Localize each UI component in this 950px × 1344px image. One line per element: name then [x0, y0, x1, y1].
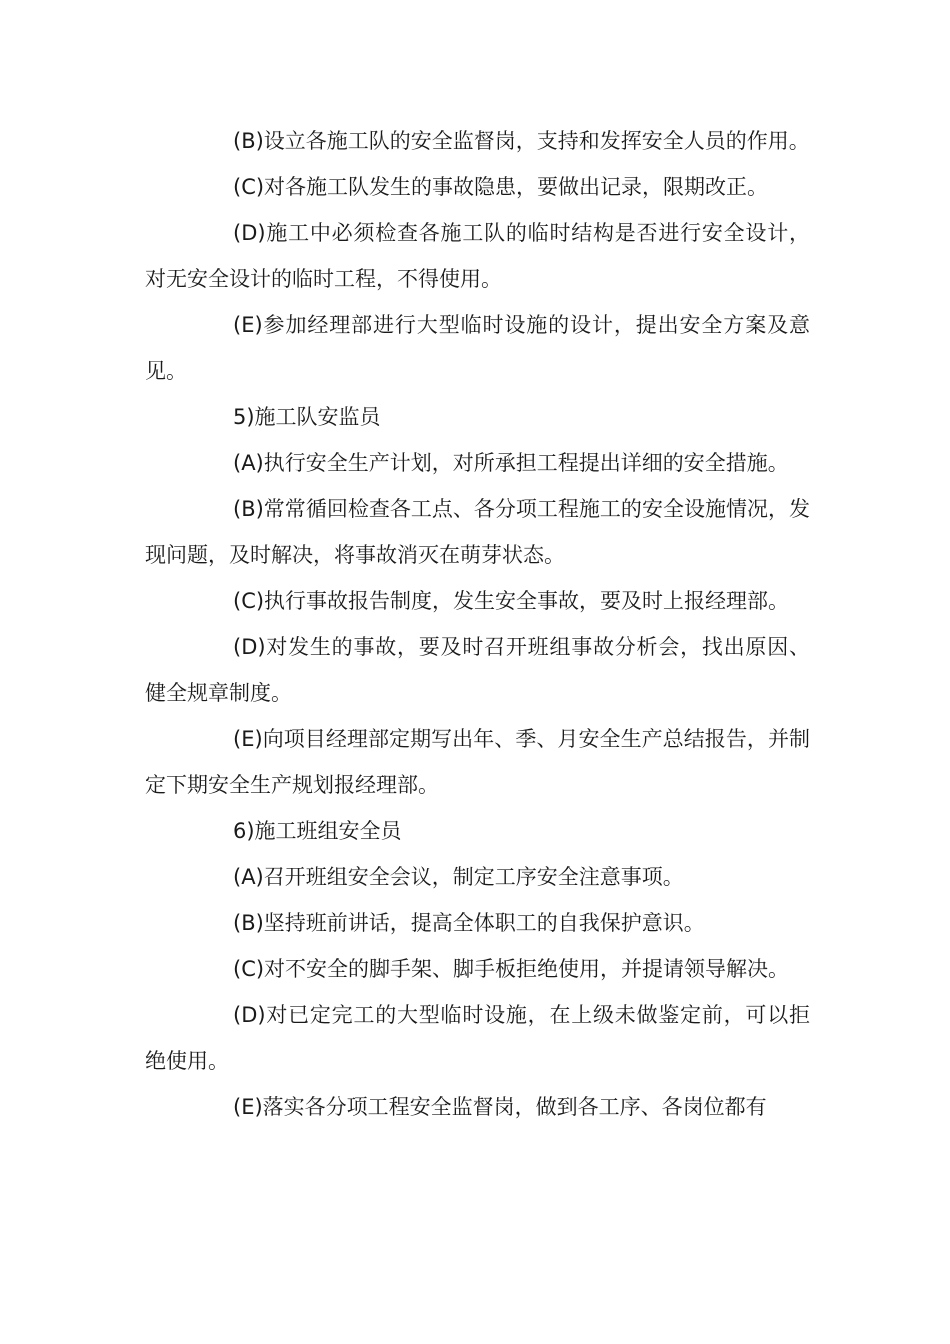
paragraph-6e: (E)落实各分项工程安全监督岗，做到各工序、各岗位都有 [233, 1095, 767, 1119]
section-heading-5: 5)施工队安监员 [233, 405, 381, 429]
paragraph-6d: (D)对已定完工的大型临时设施，在上级未做鉴定前，可以拒绝使用。 [145, 1003, 810, 1073]
paragraph-6c: (C)对不安全的脚手架、脚手板拒绝使用，并提请领导解决。 [233, 957, 790, 981]
section-heading-6: 6)施工班组安全员 [233, 819, 402, 843]
paragraph-6a: (A)召开班组安全会议，制定工序安全注意事项。 [233, 865, 684, 889]
paragraph-5a: (A)执行安全生产计划，对所承担工程提出详细的安全措施。 [233, 451, 789, 475]
paragraph-6b: (B)坚持班前讲话，提高全体职工的自我保护意识。 [233, 911, 705, 935]
paragraph-5c: (C)执行事故报告制度，发生安全事故，要及时上报经理部。 [233, 589, 790, 613]
paragraph-4e: (E)参加经理部进行大型临时设施的设计，提出安全方案及意见。 [145, 313, 810, 383]
paragraph-4c: (C)对各施工队发生的事故隐患，要做出记录，限期改正。 [233, 175, 769, 199]
paragraph-5d: (D)对发生的事故，要及时召开班组事故分析会，找出原因、健全规章制度。 [145, 635, 810, 705]
paragraph-4b: (B)设立各施工队的安全监督岗，支持和发挥安全人员的作用。 [233, 129, 810, 153]
paragraph-5b: (B)常常循回检查各工点、各分项工程施工的安全设施情况，发现问题，及时解决，将事故消灭在萌芽状态。 [145, 497, 810, 567]
document-body [145, 118, 810, 1130]
paragraph-5e: (E)向项目经理部定期写出年、季、月安全生产总结报告，并制定下期安全生产规划报经理部。 [145, 727, 810, 797]
paragraph-4d: (D)施工中必须检查各施工队的临时结构是否进行安全设计，对无安全设计的临时工程，不得使用。 [145, 221, 810, 291]
